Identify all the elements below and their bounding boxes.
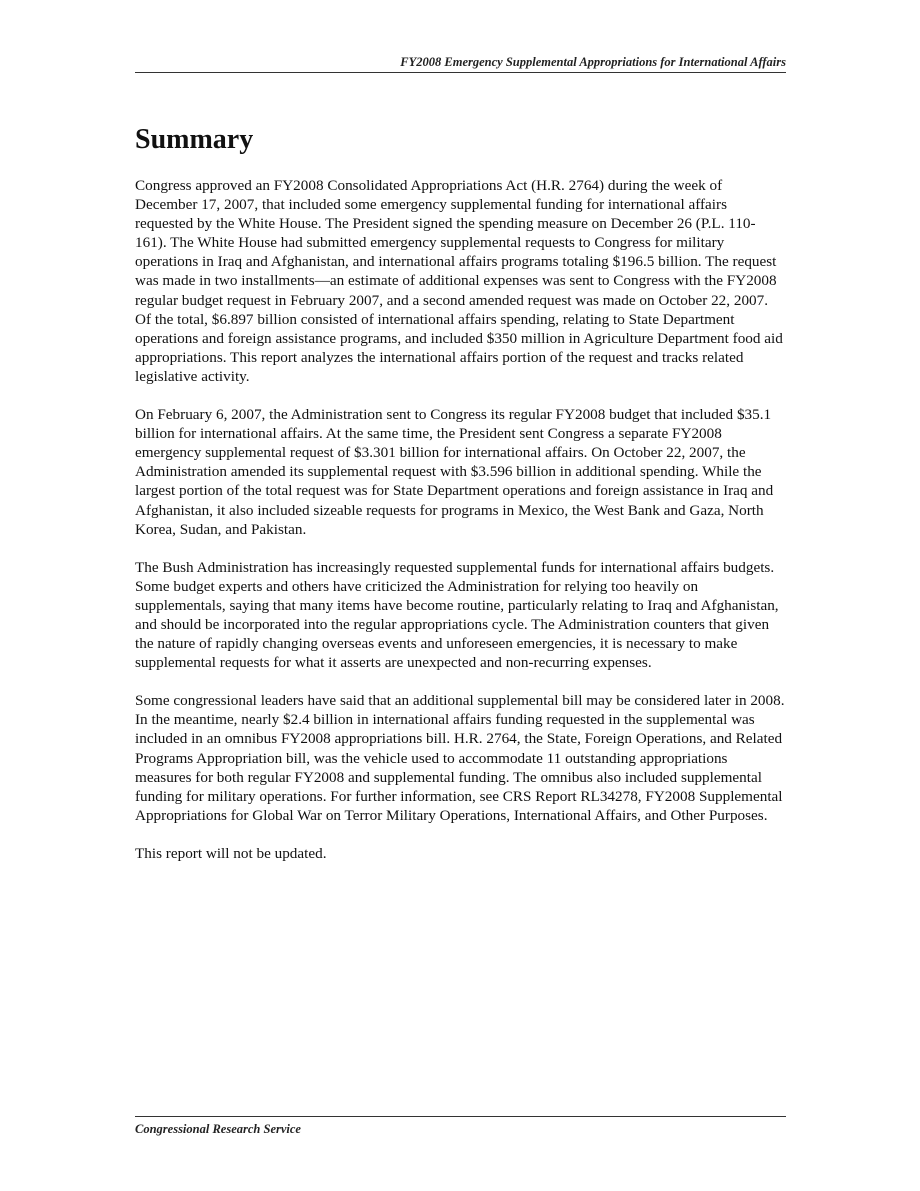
running-header: FY2008 Emergency Supplemental Appropriations for International Affairs <box>135 54 786 73</box>
summary-paragraph-2: On February 6, 2007, the Administration sent to Congress its regular FY2008 budget that included $35.1 billion for international affairs. At the same time, the President sent Congress a separate FY2008 emergency supplemental request of $3.301 billion for international affairs. On October 22, 2007, the Administration amended its supplemental request with $3.596 billion in additional spending. While the largest portion of the total request was for State Department operations and foreign assistance in Iraq and Afghanistan, it also included sizeable requests for programs in Mexico, the West Bank and Gaza, North Korea, Sudan, and Pakistan. <box>135 406 774 538</box>
summary-paragraph-1: Congress approved an FY2008 Consolidated Appropriations Act (H.R. 2764) during the week of December 17, 2007, that included some emergency supplemental funding for international affairs requested by the White House. The President signed the spending measure on December 26 (P.L. 110-161). The White House had submitted emergency supplemental requests to Congress for military operations in Iraq and Afghanistan, and international affairs programs totaling $196.5 billion. The request was made in two installments—an estimate of additional expenses was sent to Congress with the FY2008 regular budget request in February 2007, and a second amended request was made on October 22, 2007. Of the total, $6.897 billion consisted of international affairs spending, relating to State Department operations and foreign assistance programs, and included $350 million in Agriculture Department food aid appropriations. This report analyzes the international affairs portion of the request and tracks related legislative activity. <box>135 177 783 385</box>
summary-paragraph-4: Some congressional leaders have said that an additional supplemental bill may be considered later in 2008. In the meantime, nearly $2.4 billion in international affairs funding requested in the supplemental was included in an omnibus FY2008 appropriations bill. H.R. 2764, the State, Foreign Operations, and Related Programs Appropriation bill, was the vehicle used to accommodate 11 outstanding appropriations measures for both regular FY2008 and supplemental funding. The omnibus also included supplemental funding for military operations. For further information, see CRS Report RL34278, FY2008 Supplemental Appropriations for Global War on Terror Military Operations, International Affairs, and Other Purposes. <box>135 692 785 824</box>
section-title: Summary <box>135 124 254 155</box>
summary-paragraph-3: The Bush Administration has increasingly requested supplemental funds for international affairs budgets. Some budget experts and others have criticized the Administration for relying too heavily on supplementals, saying that many items have become routine, particularly relating to Iraq and Afghanistan, and should be incorporated into the regular appropriations cycle. The Administration counters that given the nature of rapidly changing overseas events and unforeseen emergencies, it is necessary to make supplemental requests for what it asserts are unexpected and non-recurring expenses. <box>135 558 779 672</box>
running-footer: Congressional Research Service <box>135 1116 786 1137</box>
summary-paragraph-5: This report will not be updated. <box>135 844 327 862</box>
summary-body <box>135 176 787 882</box>
